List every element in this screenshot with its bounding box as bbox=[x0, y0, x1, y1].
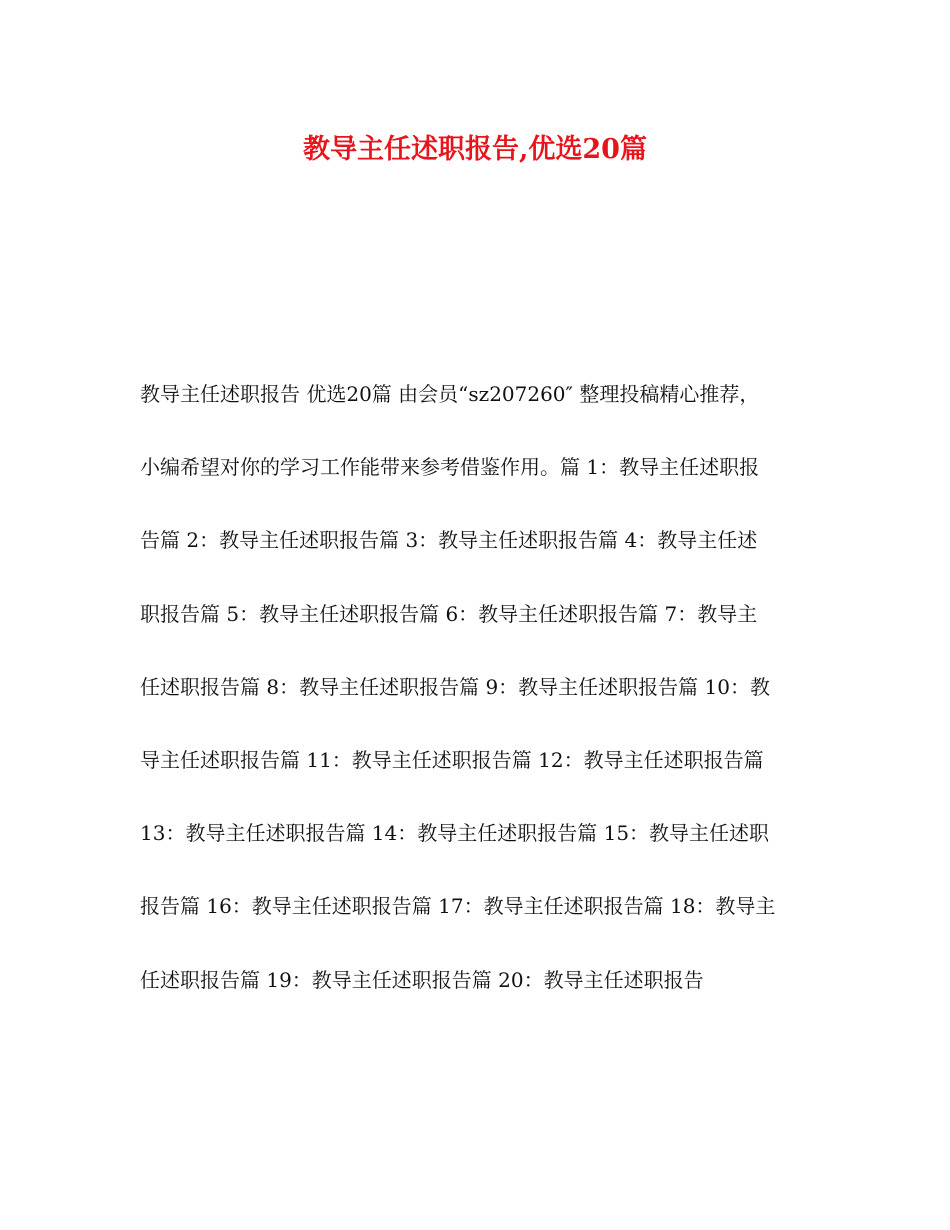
body-line: 职报告篇 5：教导主任述职报告篇 6：教导主任述职报告篇 7：教导主 bbox=[140, 601, 758, 626]
body-line: 报告篇 16：教导主任述职报告篇 17：教导主任述职报告篇 18：教导主 bbox=[140, 894, 776, 919]
document-title: 教导主任述职报告,优选20篇 bbox=[303, 134, 647, 165]
body-line: 小编希望对你的学习工作能带来参考借鉴作用。篇 1：教导主任述职报 bbox=[140, 455, 760, 480]
body-line: 任述职报告篇 19：教导主任述职报告篇 20：教导主任述职报告 bbox=[140, 967, 704, 992]
body-line: 13：教导主任述职报告篇 14：教导主任述职报告篇 15：教导主任述职 bbox=[140, 821, 770, 846]
body-line: 任述职报告篇 8：教导主任述职报告篇 9：教导主任述职报告篇 10：教 bbox=[140, 674, 770, 699]
body-line: 教导主任述职报告 优选20篇 由会员“sz207260″ 整理投稿精心推荐， bbox=[140, 382, 760, 406]
body-line: 导主任述职报告篇 11：教导主任述职报告篇 12：教导主任述职报告篇 bbox=[140, 748, 764, 773]
body-line: 告篇 2：教导主任述职报告篇 3：教导主任述职报告篇 4：教导主任述 bbox=[140, 528, 758, 553]
document-body bbox=[140, 358, 820, 1017]
